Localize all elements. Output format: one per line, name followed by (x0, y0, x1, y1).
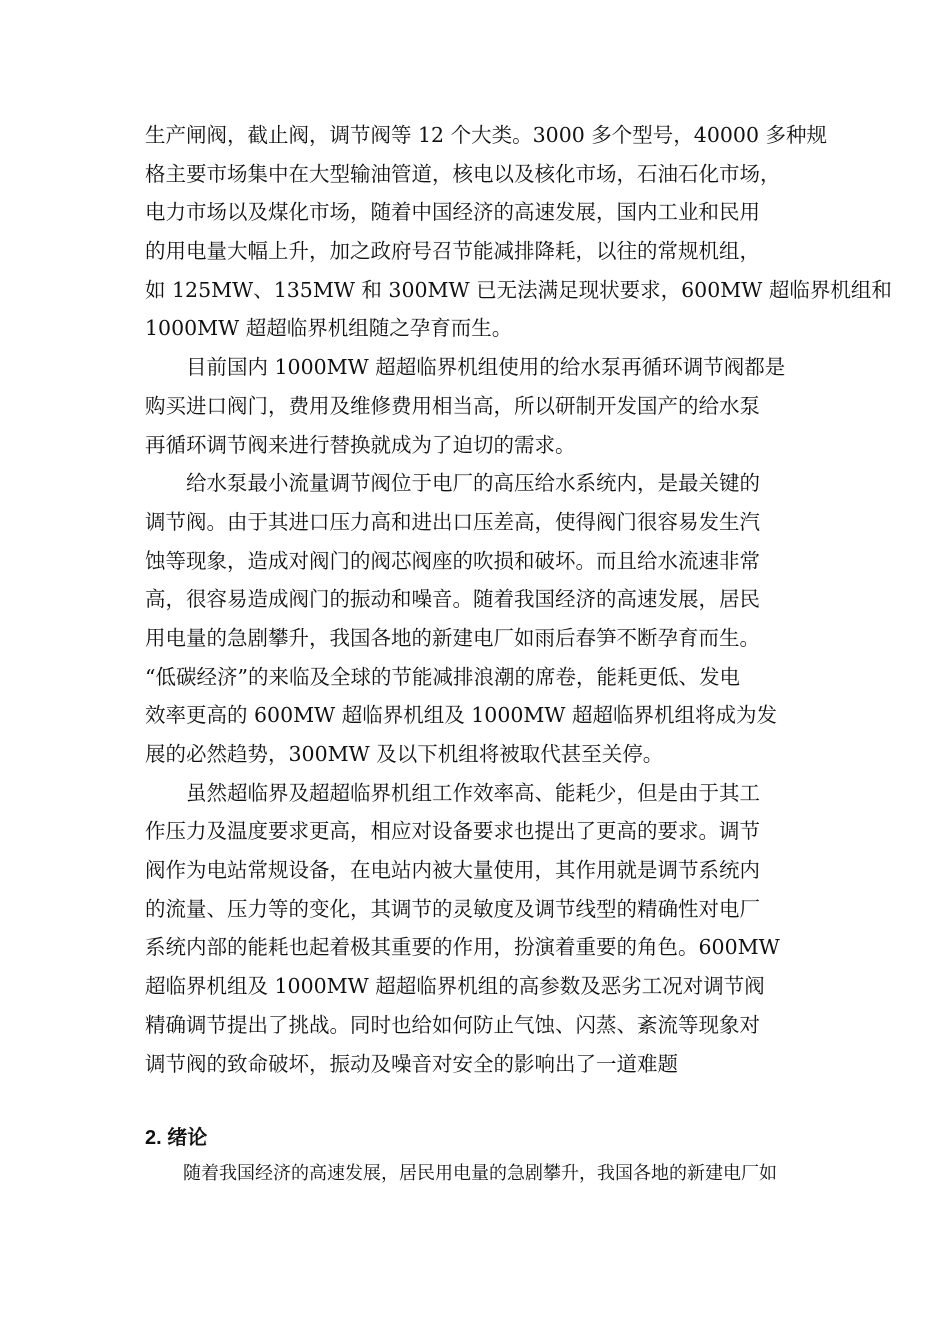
text-line: 调节阀的致命破坏，振动及噪音对安全的影响出了一道难题 (145, 1051, 678, 1076)
text-line: 高，很容易造成阀门的振动和噪音。随着我国经济的高速发展，居民 (145, 587, 760, 612)
text-line: 给水泵最小流量调节阀位于电厂的高压给水系统内，是最关键的 (186, 471, 760, 496)
text-line: 精确调节提出了挑战。同时也给如何防止气蚀、闪蒸、紊流等现象对 (145, 1012, 760, 1037)
paragraph-1 (145, 116, 892, 348)
text-line: 1000MW 超超临界机组随之孕育而生。 (145, 316, 513, 341)
text-line: 用电量的急剧攀升，我国各地的新建电厂如雨后春笋不断孕育而生。 (145, 625, 760, 650)
text-line: 的流量、压力等的变化，其调节的灵敏度及调节线型的精确性对电厂 (145, 896, 760, 921)
body-text (145, 116, 892, 1083)
text-line: 电力市场以及煤化市场，随着中国经济的高速发展，国内工业和民用 (145, 200, 760, 225)
text-line: 系统内部的能耗也起着极其重要的作用，扮演着重要的角色。600MW (145, 935, 780, 960)
text-line: 的用电量大幅上升，加之政府号召节能减排降耗，以往的常规机组， (145, 239, 760, 264)
paragraph-3 (145, 464, 825, 774)
text-line: 虽然超临界及超超临界机组工作效率高、能耗少，但是由于其工 (186, 780, 760, 805)
section-first-line: 随着我国经济的高速发展，居民用电量的急剧攀升，我国各地的新建电厂如 (183, 1163, 777, 1184)
text-line: 购买进口阀门，费用及维修费用相当高，所以研制开发国产的给水泵 (145, 393, 760, 418)
paragraph-4 (145, 774, 825, 1084)
text-line: 目前国内 1000MW 超超临界机组使用的给水泵再循环调节阀都是 (186, 355, 786, 380)
text-line: 蚀等现象，造成对阀门的阀芯阀座的吹损和破坏。而且给水流速非常 (145, 548, 760, 573)
text-line: 效率更高的 600MW 超临界机组及 1000MW 超超临界机组将成为发 (145, 703, 777, 728)
paragraph-2 (145, 348, 825, 464)
text-line: “低碳经济”的来临及全球的节能减排浪潮的席卷，能耗更低、发电 (145, 664, 740, 689)
text-line: 如 125MW、135MW 和 300MW 已无法满足现状要求，600MW 超临界机组和 (145, 277, 892, 302)
text-line: 调节阀。由于其进口压力高和进出口压差高，使得阀门很容易发生汽 (145, 509, 760, 534)
text-line: 展的必然趋势，300MW 及以下机组将被取代甚至关停。 (145, 742, 664, 766)
section-heading: 2. 绪论 (145, 1127, 208, 1149)
text-line: 阀作为电站常规设备，在电站内被大量使用，其作用就是调节系统内 (145, 858, 760, 883)
text-line: 再循环调节阀来进行替换就成为了迫切的需求。 (145, 432, 576, 457)
text-line: 格主要市场集中在大型输油管道，核电以及核化市场，石油石化市场， (145, 161, 781, 186)
text-line: 生产闸阀，截止阀，调节阀等 12 个大类。3000 多个型号，40000 多种规 (145, 123, 828, 147)
text-line: 作压力及温度要求更高，相应对设备要求也提出了更高的要求。调节 (145, 819, 760, 844)
text-line: 超临界机组及 1000MW 超超临界机组的高参数及恶劣工况对调节阀 (145, 974, 765, 999)
